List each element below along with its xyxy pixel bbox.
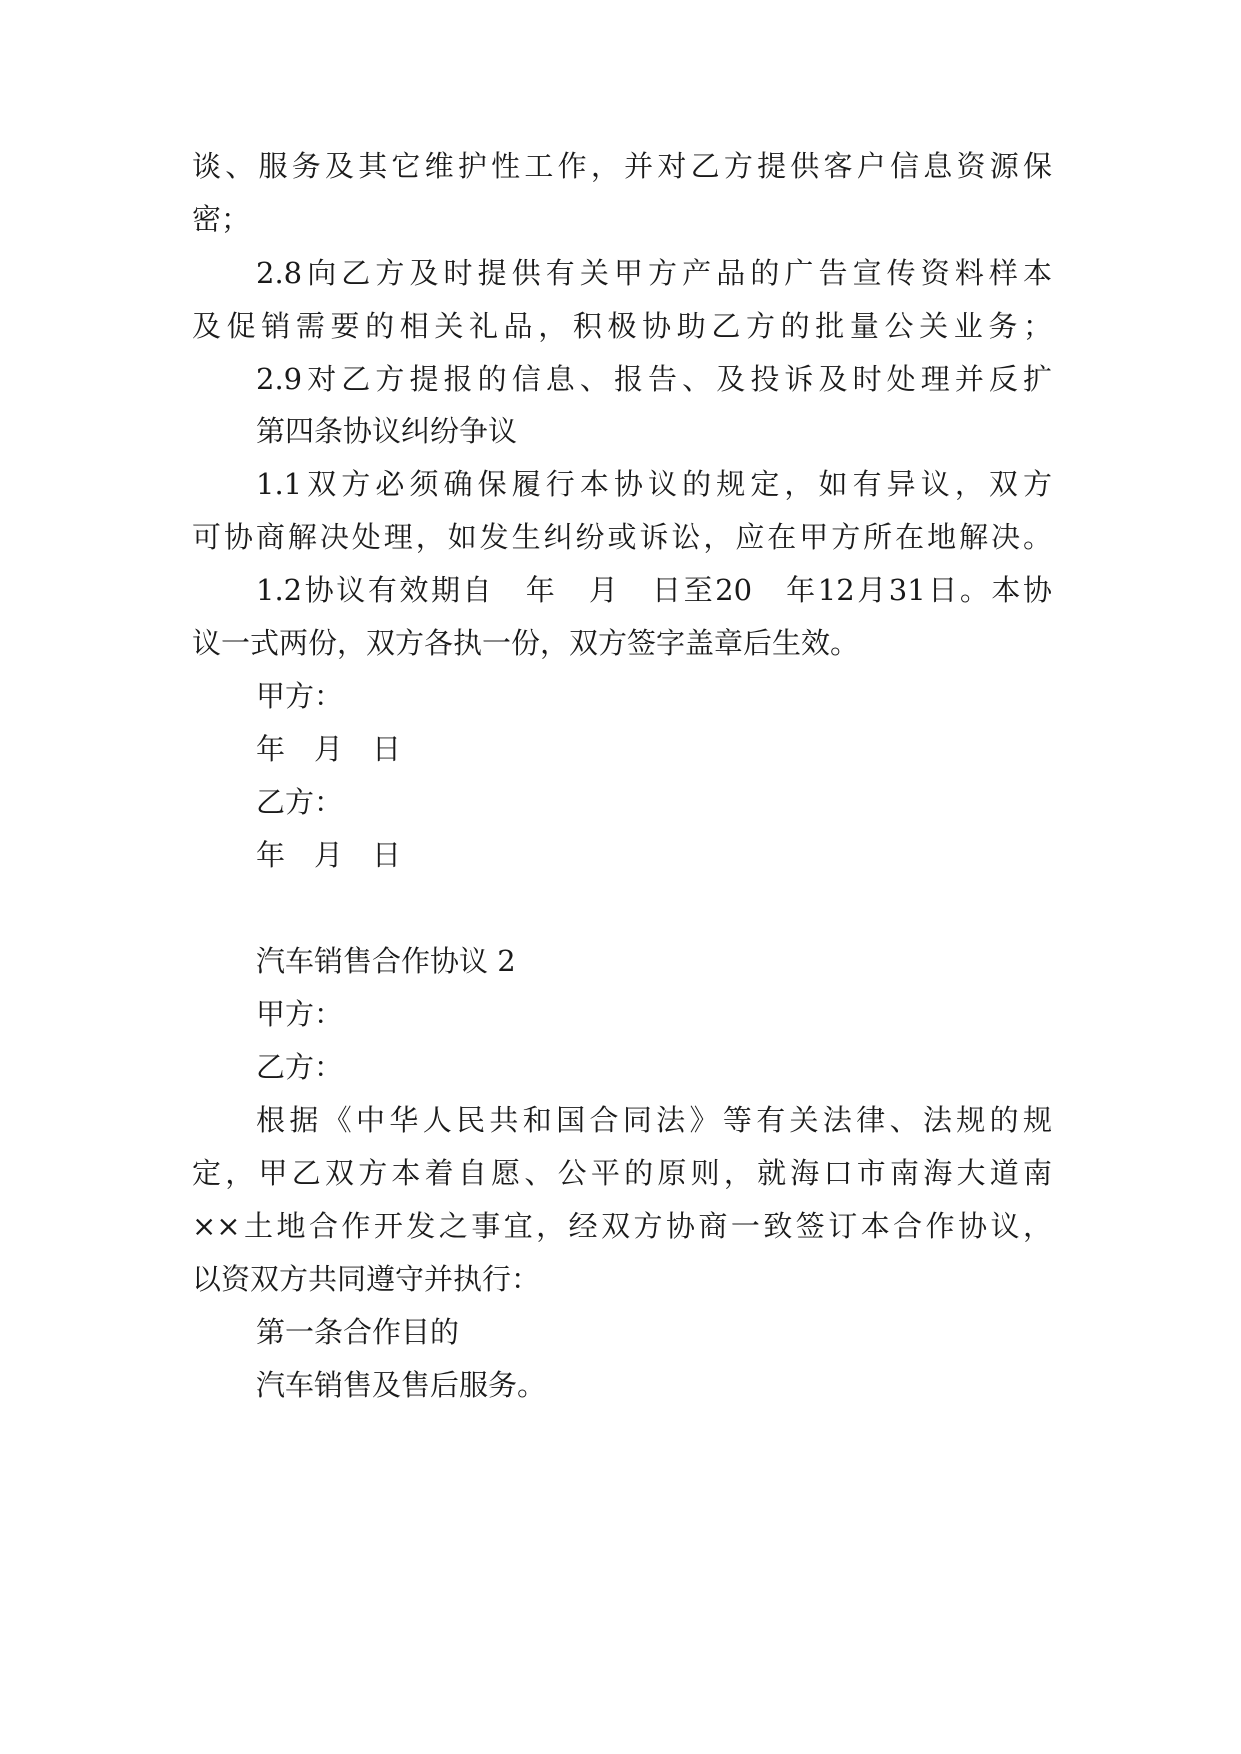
agreement-2-party-a: 甲方： bbox=[256, 997, 344, 1031]
preamble-line-3: ××土地合作开发之事宜，经双方协商一致签订本合作协议， bbox=[192, 1209, 1052, 1243]
paragraph-line: 谈、服务及其它维护性工作，并对乙方提供客户信息资源保 bbox=[192, 149, 1052, 183]
clause-1-2-line-2: 议一式两份，双方各执一份，双方签字盖章后生效。 bbox=[192, 626, 860, 660]
preamble-line-1: 根据《中华人民共和国合同法》等有关法律、法规的规 bbox=[256, 1103, 1052, 1137]
clause-2-9-line: 2.9对乙方提报的信息、报告、及投诉及时处理并反扩 bbox=[256, 362, 1052, 396]
clause-1-1-line-2: 可协商解决处理，如发生纠纷或诉讼，应在甲方所在地解决。 bbox=[192, 520, 1052, 554]
preamble-line-4: 以资双方共同遵守并执行： bbox=[192, 1262, 541, 1296]
party-b-label: 乙方： bbox=[256, 785, 344, 819]
article-4-heading: 第四条协议纠纷争议 bbox=[256, 414, 518, 448]
clause-1-2-line-1: 1.2协议有效期自 年 月 日至20 年12月31日。本协 bbox=[256, 573, 1052, 607]
clause-2-8-line-2: 及促销需要的相关礼品，积极协助乙方的批量公关业务； bbox=[192, 309, 1052, 343]
agreement-2-party-b: 乙方： bbox=[256, 1050, 344, 1084]
clause-1-1-line-1: 1.1双方必须确保履行本协议的规定，如有异议，双方 bbox=[256, 467, 1052, 501]
party-a-label: 甲方： bbox=[256, 679, 344, 713]
article-1-heading: 第一条合作目的 bbox=[256, 1315, 460, 1349]
article-1-content: 汽车销售及售后服务。 bbox=[256, 1368, 547, 1402]
party-b-date: 年 月 日 bbox=[256, 838, 402, 872]
clause-2-8-line-1: 2.8向乙方及时提供有关甲方产品的广告宣传资料样本 bbox=[256, 256, 1052, 290]
agreement-2-title: 汽车销售合作协议 2 bbox=[256, 944, 516, 978]
preamble-line-2: 定，甲乙双方本着自愿、公平的原则，就海口市南海大道南 bbox=[192, 1156, 1052, 1190]
party-a-date: 年 月 日 bbox=[256, 732, 402, 766]
paragraph-line: 密； bbox=[192, 202, 251, 236]
